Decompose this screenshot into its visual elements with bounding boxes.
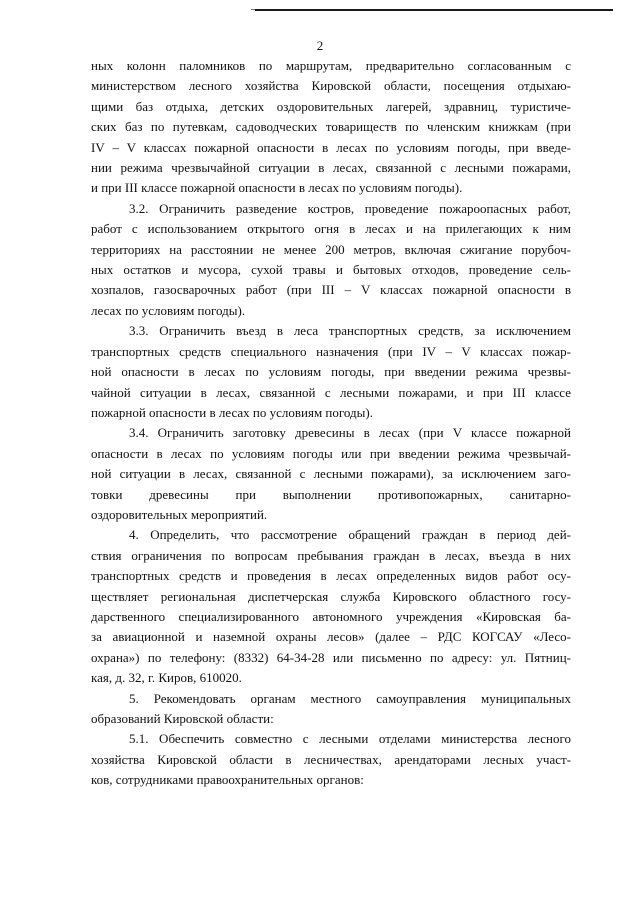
text-line: охрана») по телефону: (8332) 64-34-28 или письменно по адресу: ул. Пятниц-	[91, 649, 571, 665]
text-line: чайной ситуации в лесах, связанной с лесными пожарами, и при III классе	[91, 384, 571, 400]
text-line: образований Кировской области:	[91, 711, 274, 726]
paragraph-p51	[91, 729, 571, 790]
text-line: ной ситуации в лесах, связанной с лесными пожарами), за исключением заго-	[91, 466, 571, 482]
page-number: 2	[316, 38, 324, 53]
text-line: щими баз отдыха, детских оздоровительных лагерей, здравниц, туристиче-	[91, 98, 571, 114]
text-line: хозяйства Кировской области в лесничествах, арендаторами лесных участ-	[91, 751, 571, 767]
text-line: пожарной опасности в лесах по условиям погоды).	[91, 404, 373, 420]
text-line: 3.2. Ограничить разведение костров, проведение пожароопасных работ,	[129, 200, 571, 216]
text-line: товки древесины при выполнении противопожарных, санитарно-	[91, 486, 571, 502]
text-line: хозпалов, газосварочных работ (при III – V классах пожарной опасности в	[91, 282, 571, 298]
text-line: транспортных средств и проведения в лесах определенных видов работ осу-	[91, 568, 571, 584]
text-line: 5. Рекомендовать органам местного самоуправления муниципальных	[129, 690, 571, 706]
text-line: ков, сотрудниками правоохранительных органов:	[91, 772, 364, 788]
text-line: оздоровительных мероприятий.	[91, 506, 268, 522]
text-line: министерством лесного хозяйства Кировской области, посещения отдыхаю-	[91, 78, 571, 94]
text-line: нии режима чрезвычайной ситуации в лесах, связанной с лесными пожарами,	[91, 160, 571, 176]
text-line: и при III классе пожарной опасности в лесах по условиям погоды).	[91, 180, 463, 196]
paragraph-p4	[91, 525, 571, 688]
paragraph-p5	[91, 689, 571, 730]
text-line: ных остатков и мусора, сухой травы и бытовых отходов, проведение сель-	[91, 262, 571, 278]
text-line: лесах по условиям погоды).	[91, 302, 246, 318]
text-line: IV – V классах пожарной опасности в лесах по условиям погоды, при введе-	[91, 139, 571, 155]
text-line: 3.4. Ограничить заготовку древесины в лесах (при V классе пожарной	[129, 425, 571, 441]
text-line: территориях на расстоянии не менее 200 метров, включая сжигание порубоч-	[91, 241, 571, 257]
text-line: работ с использованием открытого огня в лесах и на прилегающих к ним	[91, 221, 571, 237]
paragraph-p33	[91, 321, 571, 423]
text-line: за авиационной и наземной охраны лесов» (далее – РДС КОГСАУ «Лесо-	[91, 629, 571, 645]
text-line: кая, д. 32, г. Киров, 610020.	[91, 670, 242, 686]
text-line: ских баз по путевкам, садоводческих товариществ по членским книжкам (при	[91, 119, 571, 135]
text-line: дарственного специализированного автономного учреждения «Кировская ба-	[91, 608, 571, 624]
text-line: ной опасности в лесах по условиям погоды, при введении режима чрезвы-	[91, 364, 571, 380]
text-line: 5.1. Обеспечить совместно с лесными отделами министерства лесного	[129, 731, 571, 747]
text-line: ствия ограничения по вопросам пребывания граждан в лесах, въезда в них	[91, 547, 571, 563]
paragraph-p34	[91, 423, 571, 525]
text-line: ществляет региональная диспетчерская служба Кировского областного госу-	[91, 588, 571, 604]
text-line: 3.3. Ограничить въезд в леса транспортных средств, за исключением	[129, 323, 571, 339]
paragraph-cont	[91, 56, 571, 199]
paragraph-p32	[91, 199, 571, 321]
document-body	[91, 56, 571, 791]
header-rule	[255, 9, 613, 11]
text-line: ных колонн паломников по маршрутам, предварительно согласованным с	[91, 58, 571, 73]
text-line: опасности в лесах по условиям погоды или при введении режима чрезвычай-	[91, 445, 571, 461]
text-line: 4. Определить, что рассмотрение обращений граждан в период дей-	[129, 527, 571, 543]
text-line: транспортных средств специального назначения (при IV – V классах пожар-	[91, 343, 571, 359]
